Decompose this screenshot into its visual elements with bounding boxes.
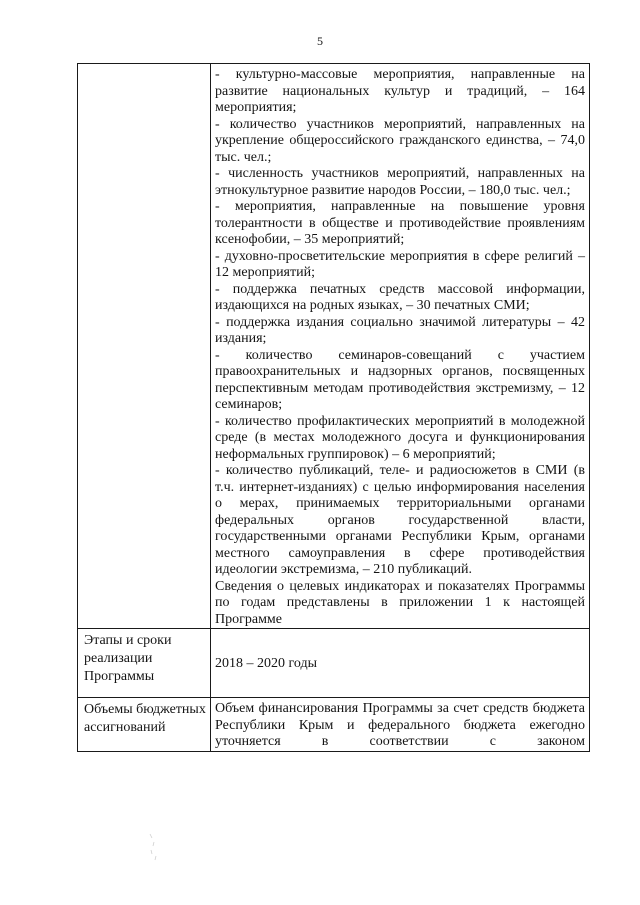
indicators-cell	[211, 64, 590, 629]
row-label-stages: Этапы и сроки реализации Программы	[78, 629, 211, 698]
indicator-item: - культурно-массовые мероприятия, направленные на развитие национальных культур и традиций, – 164 мероприятия;	[215, 67, 585, 115]
scan-artifact	[148, 832, 160, 862]
budget-cell	[211, 698, 590, 752]
indicator-item: - количество профилактических мероприятий в молодежной среде (в местах молодежного досуга и функционирования неформальных группировок) – 6 мероприятий;	[215, 413, 585, 462]
indicator-item: - духовно-просветительские мероприятия в сфере религий – 12 мероприятий;	[215, 248, 585, 280]
page-number: 5	[317, 34, 323, 48]
indicator-item: - количество семинаров-совещаний с участием правоохранительных и надзорных органов, посвященных перспективным методам противодействия экстремизму, – 12 семинаров;	[215, 347, 585, 412]
table-row-budget	[78, 698, 590, 752]
program-passport-table	[77, 63, 590, 752]
indicator-item: - количество публикаций, теле- и радиосюжетов в СМИ (в т.ч. интернет-изданиях) с целью информирования населения о мерах, принимаемых территориальными органами федеральных органов государственной власти, государственными органами Республики Крым, органами местного самоуправления в сфере противодействия идеологии экстремизма, – 210 публикаций.	[215, 463, 585, 577]
indicator-item: - мероприятия, направленные на повышение уровня толерантности в обществе и противодействие проявлениям ксенофобии, – 35 мероприятий;	[215, 199, 585, 247]
indicators-summary-note: Сведения о целевых индикаторах и показателях Программы по годам представлены в приложении 1 к настоящей Программе	[215, 578, 585, 627]
table-row-stages	[78, 629, 590, 698]
budget-value: Объем финансирования Программы за счет средств бюджета Республики Крым и федерального бюджета ежегодно уточняется в соответствии с законом	[215, 701, 585, 749]
row-label-budget: Объемы бюджетных ассигнований	[78, 698, 211, 752]
indicator-item: - поддержка издания социально значимой литературы – 42 издания;	[215, 314, 585, 346]
row-label-empty	[78, 64, 211, 629]
stages-value: 2018 – 2020 годы	[211, 629, 590, 698]
indicator-item: - поддержка печатных средств массовой информации, издающихся на родных языках, – 30 печатных СМИ;	[215, 281, 585, 313]
indicator-item: - численность участников мероприятий, направленных на этнокультурное развитие народов России, – 180,0 тыс. чел.;	[215, 166, 585, 198]
table-row-indicators	[78, 64, 590, 629]
indicator-item: - количество участников мероприятий, направленных на укрепление общероссийского гражданского единства, – 74,0 тыс. чел.;	[215, 116, 585, 165]
